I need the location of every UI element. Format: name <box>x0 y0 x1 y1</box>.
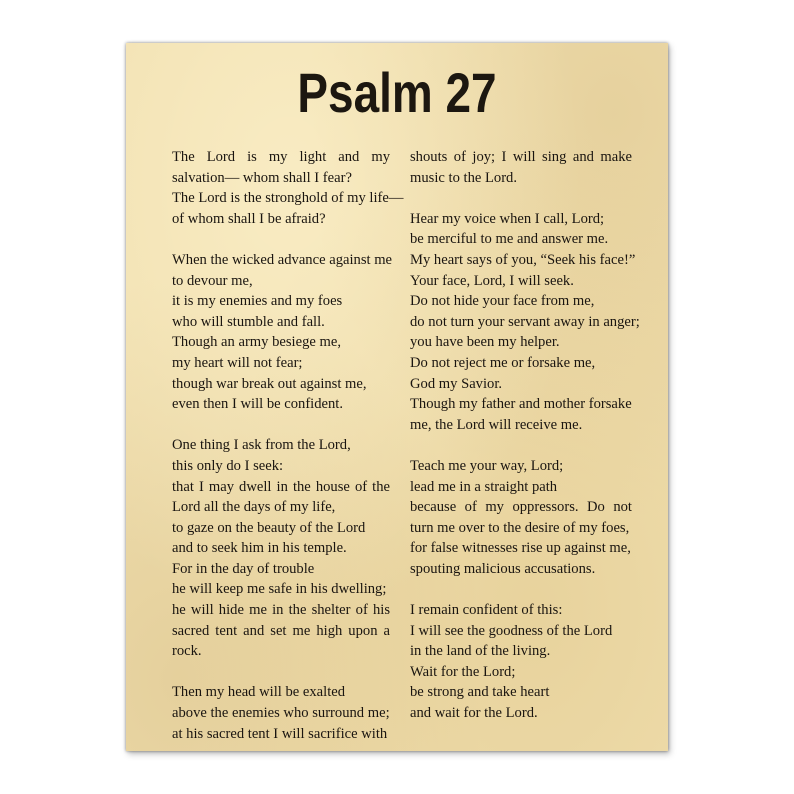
verse-line: in the land of the living. <box>410 643 551 660</box>
verse-line: When the wicked advance against me <box>172 251 393 268</box>
verse-line: Do not hide your face from me, <box>410 293 595 310</box>
stanza-break <box>172 662 390 683</box>
verse-line: Then my head will be exalted <box>172 684 346 701</box>
verse-line: and to seek him in his temple. <box>172 540 347 557</box>
verse-line: he will hide me in the shelter of his <box>172 602 390 619</box>
verse-line: for false witnesses rise up against me, <box>410 540 631 557</box>
right-column <box>410 147 640 724</box>
verse-line: be merciful to me and answer me. <box>410 231 609 248</box>
verse-line: I will see the goodness of the Lord <box>410 622 613 639</box>
verse-line: who will stumble and fall. <box>172 313 325 330</box>
verse-line: Hear my voice when I call, Lord; <box>410 210 605 227</box>
verse-line: that I may dwell in the house of the <box>172 478 390 495</box>
verse-line: spouting malicious accusations. <box>410 560 596 577</box>
verse-line: and wait for the Lord. <box>410 705 538 722</box>
verse-line: One thing I ask from the Lord, <box>172 437 351 454</box>
verse-line: Your face, Lord, I will seek. <box>410 272 574 289</box>
page-title: Psalm 27 <box>297 61 497 124</box>
verse-line: to devour me, <box>172 272 253 289</box>
verse-line: I remain confident of this: <box>410 602 563 619</box>
verse-line: rock. <box>172 643 202 660</box>
stanza-break <box>410 579 632 600</box>
verse-line: above the enemies who surround me; <box>172 705 390 722</box>
verse-line: Do not reject me or forsake me, <box>410 354 596 371</box>
verse-line: you have been my helper. <box>410 334 560 351</box>
left-column <box>172 147 404 744</box>
verse-line: do not turn your servant away in anger; <box>410 313 640 330</box>
verse-line: For in the day of trouble <box>172 560 315 577</box>
verse-line: Lord all the days of my life, <box>172 499 336 516</box>
verse-line: because of my oppressors. Do not <box>410 499 632 516</box>
stanza-break <box>172 415 390 436</box>
verse-line: to gaze on the beauty of the Lord <box>172 519 366 536</box>
stanza-break <box>410 435 632 456</box>
verse-line: this only do I seek: <box>172 457 284 474</box>
verse-line: he will keep me safe in his dwelling; <box>172 581 387 598</box>
verse-line: my heart will not fear; <box>172 354 303 371</box>
verse-line: lead me in a straight path <box>410 478 558 495</box>
verse-line: Wait for the Lord; <box>410 663 516 680</box>
verse-line: Teach me your way, Lord; <box>410 457 564 474</box>
verse-line: me, the Lord will receive me. <box>410 416 583 433</box>
parchment-page <box>126 43 668 751</box>
verse-line: turn me over to the desire of my foes, <box>410 519 630 536</box>
verse-line: at his sacred tent I will sacrifice with <box>172 725 388 742</box>
verse-line: My heart says of you, “Seek his face!” <box>410 251 636 268</box>
verse-line: be strong and take heart <box>410 684 550 701</box>
stanza-break <box>172 229 390 250</box>
verse-line: Though my father and mother forsake <box>410 396 632 413</box>
verse-line: salvation— whom shall I fear? <box>172 169 352 186</box>
verse-line: The Lord is my light and my <box>172 149 390 165</box>
verse-line: sacred tent and set me high upon a <box>172 622 390 639</box>
verse-line: shouts of joy; I will sing and make <box>410 149 632 165</box>
verse-line: God my Savior. <box>410 375 503 392</box>
verse-line: even then I will be confident. <box>172 396 344 413</box>
verse-line: it is my enemies and my foes <box>172 293 343 310</box>
verse-line: The Lord is the stronghold of my life— <box>172 190 404 207</box>
stanza-break <box>410 188 632 209</box>
verse-line: though war break out against me, <box>172 375 367 392</box>
verse-line: of whom shall I be afraid? <box>172 210 326 227</box>
verse-line: Though an army besiege me, <box>172 334 341 351</box>
verse-line: music to the Lord. <box>410 169 518 186</box>
